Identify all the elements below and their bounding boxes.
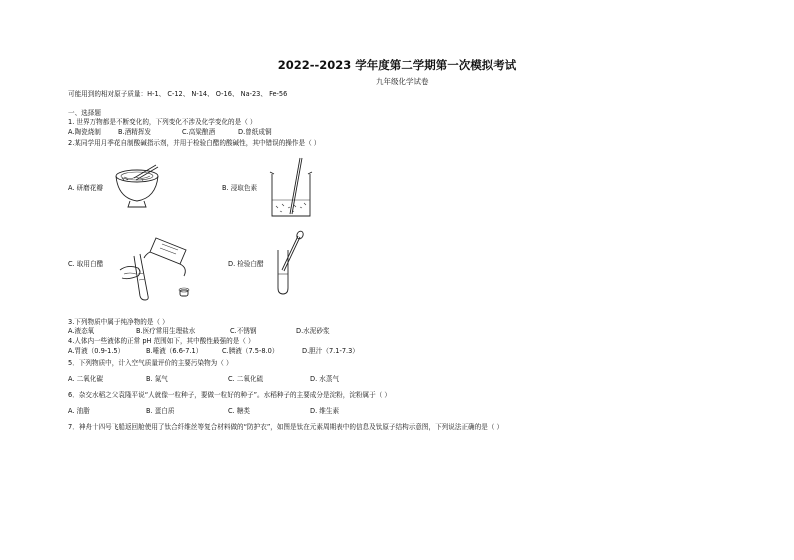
question-7-stem: 7．神舟十四号飞船返回舱使用了钛合纤维丝等复合材料做的“防护衣”，如图是钛在元素周期表中的信息及钛原子结构示意图，下列说法正确的是（ ） (68, 423, 504, 431)
section-heading: 一、选择题 (68, 109, 101, 117)
question-1-option-a: A.陶瓷烧制 (68, 128, 101, 136)
atomic-masses-note: 可能用到的相对原子质量：H-1、 C-12、 N-14、 O-16、 Na-23、 Fe-56 (68, 90, 288, 98)
question-5-option-a: A. 二氧化碳 (68, 375, 103, 383)
question-1-option-d: D.曾纸成铜 (238, 128, 272, 136)
page-subtitle: 九年级化学试卷 (376, 77, 429, 86)
question-4-stem: 4.人体内一些液体的正常 pH 范围如下，其中酸性最强的是（ ） (68, 337, 255, 345)
question-5-stem: 5．下列物质中，计入空气质量评价的主要污染物为（ ） (68, 359, 233, 367)
pouring-vinegar-figure (114, 234, 196, 304)
question-6-option-d: D. 维生素 (310, 407, 340, 415)
mortar-pestle-figure (112, 164, 164, 214)
question-2-stem: 2.某同学用月季花自制酸碱指示剂，并用于检验白醋的酸碱性，其中错误的操作是（ ） (68, 139, 321, 147)
question-3-option-b: B.医疗常用生理盐水 (136, 327, 196, 335)
question-4-option-b: B.唾液（6.6-7.1） (146, 347, 203, 355)
question-6-option-b: B. 蛋白质 (146, 407, 175, 415)
question-3-option-d: D.水泥砂浆 (296, 327, 330, 335)
question-5-option-d: D. 水蒸气 (310, 375, 340, 383)
question-4-option-d: D.胆汁（7.1-7.3） (302, 347, 359, 355)
question-3-option-a: A.液态氧 (68, 327, 95, 335)
question-2-option-a: A. 研磨花瓣 (68, 184, 103, 192)
question-6-option-a: A. 油脂 (68, 407, 90, 415)
question-4-option-a: A.胃液（0.9-1.5） (68, 347, 125, 355)
question-1-option-c: C.高粱酿酒 (182, 128, 216, 136)
question-4-option-c: C.胰液（7.5-8.0） (222, 347, 279, 355)
question-2-option-d: D. 检验白醋 (228, 260, 264, 268)
question-3-option-c: C.不锈钢 (230, 327, 257, 335)
beaker-rod-figure (266, 156, 316, 220)
question-2-option-c: C. 取用白醋 (68, 260, 104, 268)
question-5-option-c: C. 二氧化硫 (228, 375, 264, 383)
question-6-option-c: C. 糖类 (228, 407, 250, 415)
question-1-option-b: B.酒精挥发 (118, 128, 151, 136)
dropper-testtube-figure (268, 230, 308, 296)
question-2-option-b: B. 浸取色素 (222, 184, 258, 192)
question-1-stem: 1. 世界万物都是不断变化的，下列变化不涉及化学变化的是（ ） (68, 118, 257, 126)
question-5-option-b: B. 氮气 (146, 375, 168, 383)
question-3-stem: 3.下列物质中属于纯净物的是（ ） (68, 318, 169, 326)
question-6-stem: 6．杂交水稻之父袁隆平说“人就像一粒种子，要做一粒好的种子”。水稻种子的主要成分是淀粉，淀粉属于（ ） (68, 391, 392, 399)
page-title: 2022--2023 学年度第二学期第一次模拟考试 (277, 58, 517, 72)
